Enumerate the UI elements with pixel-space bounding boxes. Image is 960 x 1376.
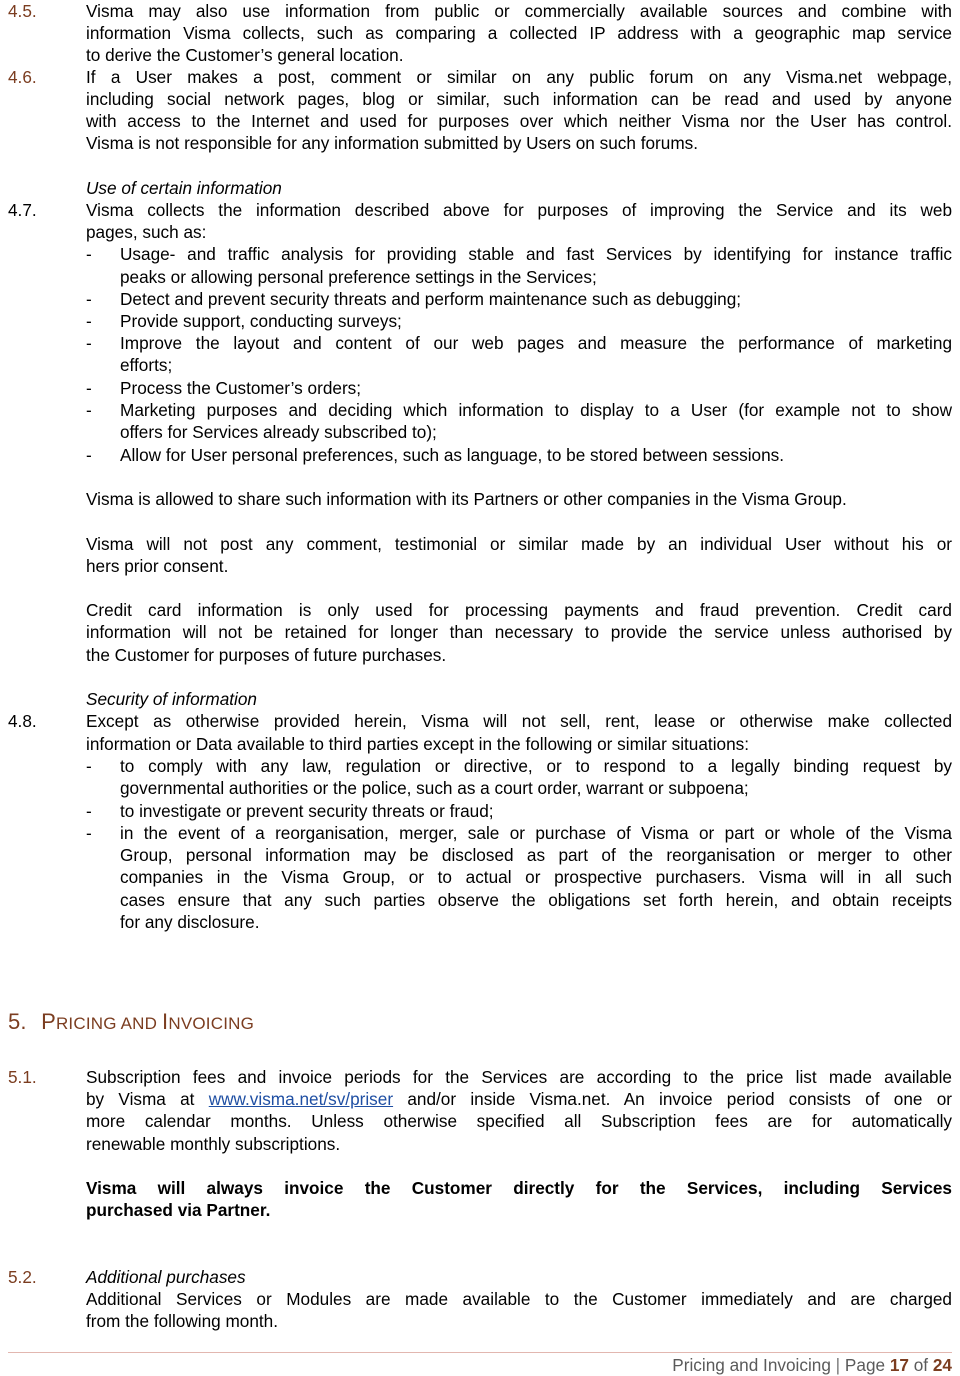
bullet-line: Detect and prevent security threats and perform maintenance such as debugging;	[120, 289, 742, 309]
bullet-dash: -	[86, 400, 92, 420]
paragraph-line: to derive the Customer’s general location.	[86, 45, 404, 65]
paragraph-line: the Customer for purposes of future purchases.	[86, 645, 447, 665]
section-number-4-7: 4.7.	[8, 200, 37, 220]
footer-section-label: Pricing and Invoicing	[672, 1355, 831, 1375]
bullet-line: to investigate or prevent security threats or fraud;	[120, 801, 494, 821]
bullet-line: companies in the Visma Group, or to actual or prospective purchasers. Visma will in all such	[120, 867, 952, 887]
paragraph-line: Subscription fees and invoice periods for the Services are according to the price list made available	[86, 1067, 952, 1087]
paragraph-line: by Visma at www.visma.net/sv/priser and/or inside Visma.net. An invoice period consists of one or	[86, 1089, 952, 1109]
footer-page-number: 17	[889, 1355, 909, 1375]
paragraph-line: Visma collects the information described above for purposes of improving the Service and its web	[86, 200, 952, 220]
bullet-line: cases ensure that any such parties observe the obligations set forth herein, and obtain receipts	[120, 890, 952, 910]
paragraph-line: pages, such as:	[86, 222, 207, 242]
footer-page-word: Page	[844, 1355, 886, 1375]
bullet-line: Improve the layout and content of our web pages and measure the performance of marketing	[120, 333, 952, 353]
bullet-dash: -	[86, 311, 92, 331]
bullet-line: Group, personal information may be disclosed as part of the reorganisation or merger to other	[120, 845, 952, 865]
section-number-5-1: 5.1.	[8, 1067, 37, 1087]
bullet-line: in the event of a reorganisation, merger, sale or purchase of Visma or part or whole of the Visma	[120, 823, 952, 843]
footer-page-total: 24	[932, 1355, 952, 1375]
footer-of-word: of	[913, 1355, 929, 1375]
paragraph-line: Visma is allowed to share such information with its Partners or other companies in the Visma Group.	[86, 489, 847, 509]
bullet-line: to comply with any law, regulation or directive, or to respond to a legally binding request by	[120, 756, 952, 776]
footer-divider	[8, 1352, 952, 1353]
section-number-4-8: 4.8.	[8, 711, 37, 731]
footer-separator: |	[835, 1355, 841, 1375]
paragraph-line: including social network pages, blog or similar, such information can be read and used by anyone	[86, 89, 952, 109]
bold-statement: purchased via Partner.	[86, 1200, 271, 1220]
bullet-line: Provide support, conducting surveys;	[120, 311, 402, 331]
bullet-line: Marketing purposes and deciding which information to display to a User (for example not to show	[120, 400, 952, 420]
bullet-dash: -	[86, 445, 92, 465]
bullet-line: for any disclosure.	[120, 912, 260, 932]
bullet-dash: -	[86, 289, 92, 309]
bullet-line: Usage- and traffic analysis for providing stable and fast Services by identifying for instance traffic	[120, 244, 952, 264]
paragraph-line: information or Data available to third parties except in the following or similar situations:	[86, 734, 749, 754]
subheading-additional-purchases: Additional purchases	[86, 1267, 246, 1287]
pricelist-link[interactable]: www.visma.net/sv/priser	[208, 1089, 394, 1109]
paragraph-line: from the following month.	[86, 1311, 279, 1331]
section-heading-number: 5.	[8, 1009, 27, 1034]
bullet-line: peaks or allowing personal preference settings in the Services;	[120, 267, 597, 287]
paragraph-line: hers prior consent.	[86, 556, 229, 576]
page-footer	[672, 1354, 952, 1376]
bullet-dash: -	[86, 801, 92, 821]
section-number-5-2: 5.2.	[8, 1267, 37, 1287]
subheading-security-of-information: Security of information	[86, 689, 257, 709]
paragraph-line: more calendar months. Unless otherwise specified all Subscription fees are for automatically	[86, 1111, 952, 1131]
bullet-dash: -	[86, 378, 92, 398]
section-number-4-6: 4.6.	[8, 67, 37, 87]
bullet-dash: -	[86, 333, 92, 353]
paragraph-line: with access to the Internet and used for purposes over which neither Visma nor the User has control.	[86, 111, 952, 131]
bullet-line: Allow for User personal preferences, such as language, to be stored between sessions.	[120, 445, 785, 465]
bullet-dash: -	[86, 823, 92, 843]
paragraph-line: If a User makes a post, comment or similar on any public forum on any Visma.net webpage,	[86, 67, 952, 87]
paragraph-line: Visma may also use information from public or commercially available sources and combine with	[86, 1, 952, 21]
paragraph-line: Additional Services or Modules are made available to the Customer immediately and are charged	[86, 1289, 952, 1309]
bullet-dash: -	[86, 756, 92, 776]
paragraph-line: Visma is not responsible for any information submitted by Users on such forums.	[86, 133, 699, 153]
paragraph-line: Visma will not post any comment, testimonial or similar made by an individual User without his or	[86, 534, 952, 554]
paragraph-line: Except as otherwise provided herein, Visma will not sell, rent, lease or otherwise make collected	[86, 711, 952, 731]
section-number-4-5: 4.5.	[8, 1, 37, 21]
paragraph-line: information Visma collects, such as comparing a collected IP address with a geographic map service	[86, 23, 952, 43]
bullet-line: efforts;	[120, 355, 173, 375]
paragraph-line: Credit card information is only used for processing payments and fraud prevention. Credit card	[86, 600, 952, 620]
subheading-use-of-information: Use of certain information	[86, 178, 282, 198]
bullet-line: Process the Customer’s orders;	[120, 378, 362, 398]
paragraph-line: information will not be retained for longer than necessary to provide the service unless authorised by	[86, 622, 952, 642]
bold-statement: Visma will always invoice the Customer directly for the Services, including Services	[86, 1178, 952, 1198]
section-heading-5	[8, 1008, 254, 1038]
bullet-line: offers for Services already subscribed to);	[120, 422, 437, 442]
section-heading-title: PRICING AND INVOICING	[41, 1009, 255, 1034]
bullet-line: governmental authorities or the police, such as a court order, warrant or subpoena;	[120, 778, 749, 798]
paragraph-line: renewable monthly subscriptions.	[86, 1134, 341, 1154]
bullet-dash: -	[86, 244, 92, 264]
